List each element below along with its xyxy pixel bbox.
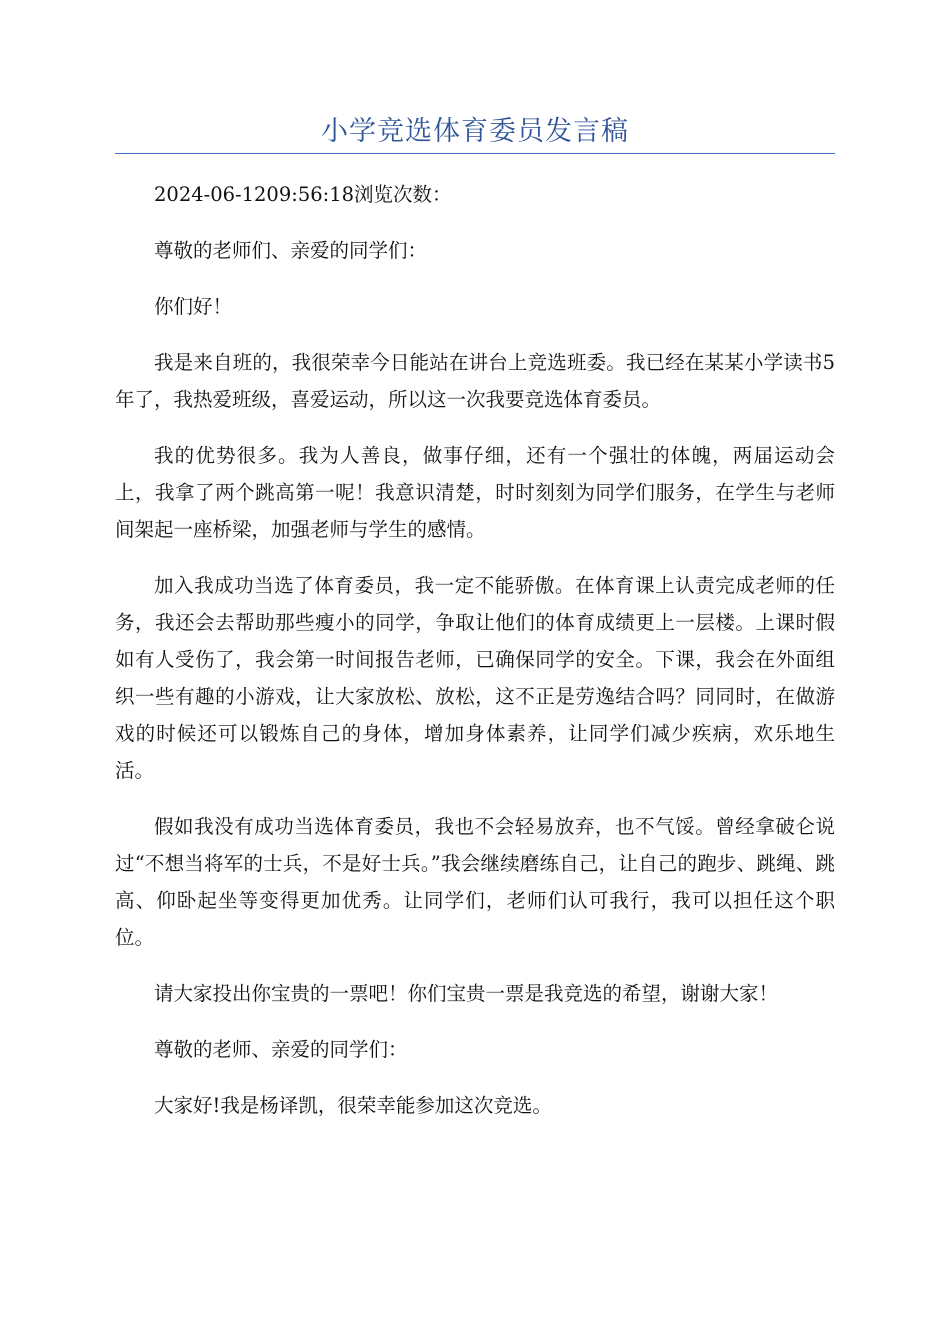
title-underline bbox=[115, 153, 835, 154]
document-body bbox=[115, 176, 835, 1143]
document-title: 小学竞选体育委员发言稿 bbox=[321, 116, 629, 147]
meta-line: 2024-06-1209:56:18浏览次数： bbox=[154, 183, 452, 206]
paragraph-closing: 请大家投出你宝贵的一票吧！你们宝贵一票是我竞选的希望，谢谢大家！ bbox=[154, 982, 779, 1005]
paragraph-advantages: 我的优势很多。我为人善良，做事仔细，还有一个强壮的体魄，两届运动会上，我拿了两个跳高第一呢！我意识清楚，时时刻刻为同学们服务，在学生与老师间架起一座桥梁，加强老师与学生的感情。 bbox=[115, 444, 835, 541]
paragraph-greeting-2: 大家好!我是杨译凯，很荣幸能参加这次竞选。 bbox=[154, 1094, 552, 1117]
paragraph-salutation-2: 尊敬的老师、亲爱的同学们： bbox=[154, 1038, 408, 1061]
paragraph-if-elected: 加入我成功当选了体育委员，我一定不能骄傲。在体育课上认责完成老师的任务，我还会去帮助那些瘦小的同学，争取让他们的体育成绩更上一层楼。上课时假如有人受伤了，我会第一时间报告老师，已确保同学的安全。下课，我会在外面组织一些有趣的小游戏，让大家放松、放松，这不正是劳逸结合吗？同同时，在做游戏的时候还可以锻炼自己的身体，增加身体素养，让同学们减少疾病，欢乐地生活。 bbox=[115, 574, 835, 782]
paragraph-if-not-elected: 假如我没有成功当选体育委员，我也不会轻易放弃，也不气馁。曾经拿破仑说过“不想当将军的士兵，不是好士兵。”我会继续磨练自己，让自己的跑步、跳绳、跳高、仰卧起坐等变得更加优秀。让同学们，老师们认可我行，我可以担任这个职位。 bbox=[115, 815, 835, 949]
paragraph-introduction: 我是来自班的，我很荣幸今日能站在讲台上竞选班委。我已经在某某小学读书5年了，我热爱班级，喜爱运动，所以这一次我要竞选体育委员。 bbox=[115, 351, 835, 411]
paragraph-salutation: 尊敬的老师们、亲爱的同学们： bbox=[154, 239, 428, 262]
paragraph-greeting: 你们好！ bbox=[154, 295, 233, 318]
